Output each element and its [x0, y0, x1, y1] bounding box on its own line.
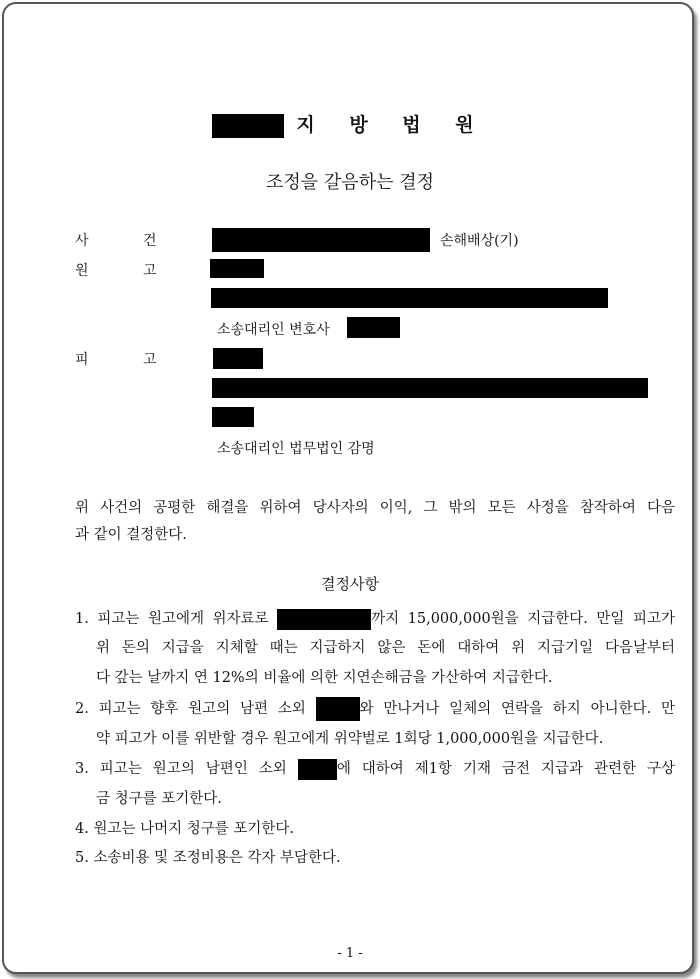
plaintiff-label: 원: [75, 263, 89, 279]
case-type: 손해배상(기): [440, 233, 519, 249]
intro-text: 과 같이 결정한다.: [75, 527, 187, 543]
document-title: 조정을 갈음하는 결정: [266, 172, 434, 193]
intro-text: 위 사건의 공평한 해결을 위하여 당사자의 이익, 그 밖의 모든 사정을 참작하여 다음: [75, 500, 675, 516]
decision-item-1-line: 다 갚는 날까지 연 12%의 비율에 의한 지연손해금을 가산하여 지급한다.: [96, 670, 553, 686]
page-number: - 1 -: [337, 946, 363, 961]
defendant-agent: 소송대리인 법무법인 감명: [217, 441, 375, 457]
court-heading: [0, 110, 700, 138]
decision-heading: 결정사항: [321, 575, 379, 593]
case-label: 건: [143, 233, 157, 249]
plaintiff-agent: 소송대리인 변호사: [217, 322, 330, 338]
decision-item-3: 3. 피고는 원고의 남편인 소외 에 대하여 제1항 기재 금전 지급과 관련한 구상: [75, 757, 675, 780]
redaction-box: [212, 228, 430, 252]
decision-item-2: 2. 피고는 향후 원고의 남편 소외 와 만나거나 일체의 연락을 하지 아니한다. 만: [75, 697, 675, 721]
redaction-box: [347, 317, 400, 338]
decision-item-2-line: 약 피고가 이를 위반할 경우 원고에게 위약벌로 1회당 1,000,000원을 지급한다.: [96, 731, 604, 747]
court-name: 지 방 법 원: [296, 114, 488, 136]
plaintiff-label: 고: [143, 263, 157, 279]
decision-item-5: 5. 소송비용 및 조정비용은 각자 부담한다.: [75, 850, 341, 866]
redaction-box: [211, 288, 608, 308]
defendant-label: 피: [75, 352, 89, 368]
decision-item-4: 4. 원고는 나머지 청구를 포기한다.: [75, 821, 294, 837]
decision-item-1-line: 위 돈의 지급을 지체할 때는 지급하지 않은 돈에 대하여 위 지급기일 다음날부터: [96, 640, 675, 656]
decision-item-3-line: 금 청구를 포기한다.: [96, 791, 222, 807]
case-label: 사: [75, 233, 89, 249]
decision-item-1: 1. 피고는 원고에게 위자료로 까지 15,000,000원을 지급한다. 만일 피고가: [75, 607, 675, 630]
redaction-box: [210, 259, 264, 278]
redaction-box: [212, 407, 254, 427]
redaction-box: [213, 348, 263, 369]
defendant-label: 고: [143, 352, 157, 368]
redaction-box: [212, 378, 648, 398]
redaction-box: [212, 114, 284, 138]
